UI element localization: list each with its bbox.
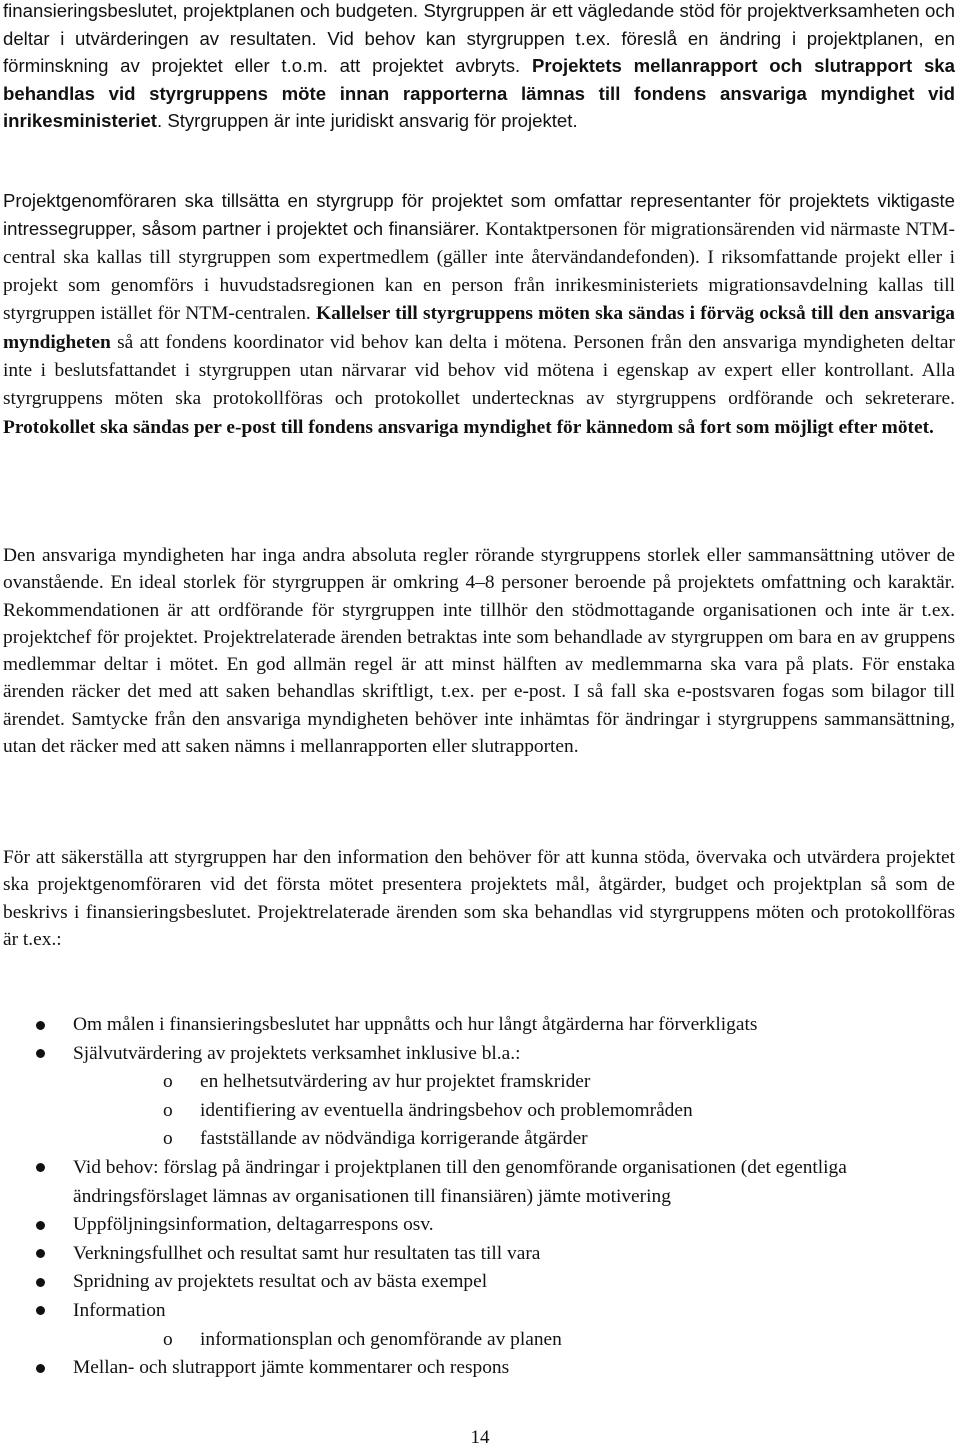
list-item xyxy=(0,1211,960,1240)
circle-bullet-icon: o xyxy=(163,1071,173,1093)
page-number: 14 xyxy=(470,1427,490,1448)
list-item xyxy=(0,1268,960,1297)
sub-list-item xyxy=(0,1326,960,1355)
list-item-text: Vid behov: förslag på ändringar i projektplanen till den genomförande organisationen (det egentliga ändringsförslaget lämnas av organisationen till finansiären) jämte motivering xyxy=(73,1156,847,1207)
bullet-icon xyxy=(36,1306,45,1315)
sub-list-item xyxy=(0,1097,960,1126)
sub-list-item-text: en helhetsutvärdering av hur projektet framskrider xyxy=(200,1071,591,1093)
list-item xyxy=(0,1011,960,1040)
text-run: så att fondens koordinator vid behov kan delta i mötena. Personen från den ansvariga myndigheten deltar inte i beslutsfattandet i styrgruppen utan närvarar vid behov vid mötena i egenskap av expert eller kontrollant. Alla styrgruppens möten ska protokollföras och protokollet undertecknas av styrgruppens ordförande och sekreterare. xyxy=(3,331,955,410)
list-item-text: Verkningsfullhet och resultat samt hur resultaten tas till vara xyxy=(73,1242,541,1264)
circle-bullet-icon: o xyxy=(163,1328,173,1350)
text-run: Kontaktpersonen för migrationsärenden vid närmaste NTM-central ska kallas till styrgruppen som expertmedlem (gäller inte återvändandefonden). I riksomfattande projekt eller i projekt som genomförs i huvudstadsregionen kan en person från inrikesministeriets migrationsavdelning kallas till styrgruppen istället för NTM-centralen. xyxy=(3,218,955,325)
sub-list-item xyxy=(0,1068,960,1097)
text-run: Projektgenomföraren ska tillsätta en styrgrupp för projektet som omfattar representanter för projektets viktigaste intressegrupper, såsom partner i projektet och finansiärer. xyxy=(3,190,955,239)
sub-list-item xyxy=(0,1125,960,1154)
sub-list-item-text: identifiering av eventuella ändringsbehov och problemområden xyxy=(200,1099,693,1121)
list-item-text: Om målen i finansieringsbeslutet har uppnåtts och hur långt åtgärderna har förverkligats xyxy=(73,1014,758,1035)
paragraph-steering-group-role xyxy=(3,0,955,135)
bullet-icon xyxy=(36,1221,45,1230)
sub-list-item-text: fastställande av nödvändiga korrigerande åtgärder xyxy=(200,1128,588,1150)
paragraph-steering-group-composition xyxy=(3,187,955,441)
bold-run: Projektets mellanrapport och slutrapport ska behandlas vid styrgruppens möte innan rapporterna lämnas till fondens ansvariga myndighet vid inrikesministeriet xyxy=(3,55,955,131)
bullet-icon xyxy=(36,1364,45,1373)
bullet-icon xyxy=(36,1163,45,1172)
bold-run: Protokollet ska sändas per e-post till fondens ansvariga myndighet för kännedom så fort som möjligt efter mötet. xyxy=(3,416,934,438)
circle-bullet-icon: o xyxy=(163,1099,173,1121)
sub-list-item-text: informationsplan och genomförande av planen xyxy=(200,1328,562,1350)
list-item xyxy=(0,1354,960,1383)
meeting-topics-list xyxy=(0,1011,960,1383)
list-item-text: Uppföljningsinformation, deltagarrespons osv. xyxy=(73,1214,434,1236)
list-item xyxy=(0,1297,960,1326)
list-item-text: Information xyxy=(73,1299,166,1321)
list-item xyxy=(0,1154,960,1211)
paragraph-group-size: Den ansvariga myndigheten har inga andra absoluta regler rörande styrgruppens storlek eller sammansättning utöver de ovanstående. En ideal storlek för styrgruppen är omkring 4–8 personer beroende på projektets omfattning och karaktär. Rekommendationen är att ordförande för styrgruppen inte tillhör den stödmottagande organisationen och inte är t.ex. projektchef för projektet. Projektrelaterade ärenden betraktas inte som behandlade av styrgruppen om bara en av gruppens medlemmar deltar i mötet. En god allmän regel är att minst hälften av medlemmarna ska vara på plats. För enstaka ärenden räcker det med att saken behandlas skriftligt, t.ex. per e-post. I så fall ska e-postsvaren fogas som bilagor till ärendet. Samtycke från den ansvariga myndigheten behöver inte inhämtas för ändringar i styrgruppens sammansättning, utan det räcker med att saken nämns i mellanrapporten eller slutrapporten. xyxy=(3,545,955,758)
bullet-icon xyxy=(36,1021,45,1030)
list-item xyxy=(0,1040,960,1069)
list-item xyxy=(0,1240,960,1269)
list-item-text: Spridning av projektets resultat och av bästa exempel xyxy=(73,1271,488,1293)
text-run: finansieringsbeslutet, projektplanen och budgeten. Styrgruppen är ett vägledande stöd för projektverksamheten och deltar i utvärderingen av resultaten. Vid behov kan styrgruppen t.ex. föreslå en ändring i projektplanen, en förminskning av projektet eller t.o.m. att projektet avbryts. xyxy=(3,0,955,76)
bold-run: Kallelser till styrgruppens möten ska sändas i förväg också till den ansvariga myndigheten xyxy=(3,303,955,353)
bullet-icon xyxy=(36,1249,45,1258)
text-run: . Styrgruppen är inte juridiskt ansvarig för projektet. xyxy=(156,110,578,131)
paragraph-first-meeting: För att säkerställa att styrgruppen har den information den behöver för att kunna stöda, övervaka och utvärdera projektet ska projektgenomföraren vid det första mötet presentera projektets mål, åtgärder, budget och projektplan så som de beskrivs i finansieringsbeslutet. Projektrelaterade ärenden som ska behandlas vid styrgruppens möten och protokollföras är t.ex.: xyxy=(3,847,955,950)
bullet-icon xyxy=(36,1049,45,1058)
bullet-icon xyxy=(36,1278,45,1287)
list-item-text: Självutvärdering av projektets verksamhet inklusive bl.a.: xyxy=(73,1042,521,1064)
circle-bullet-icon: o xyxy=(163,1128,173,1150)
list-item-text: Mellan- och slutrapport jämte kommentarer och respons xyxy=(73,1357,510,1379)
